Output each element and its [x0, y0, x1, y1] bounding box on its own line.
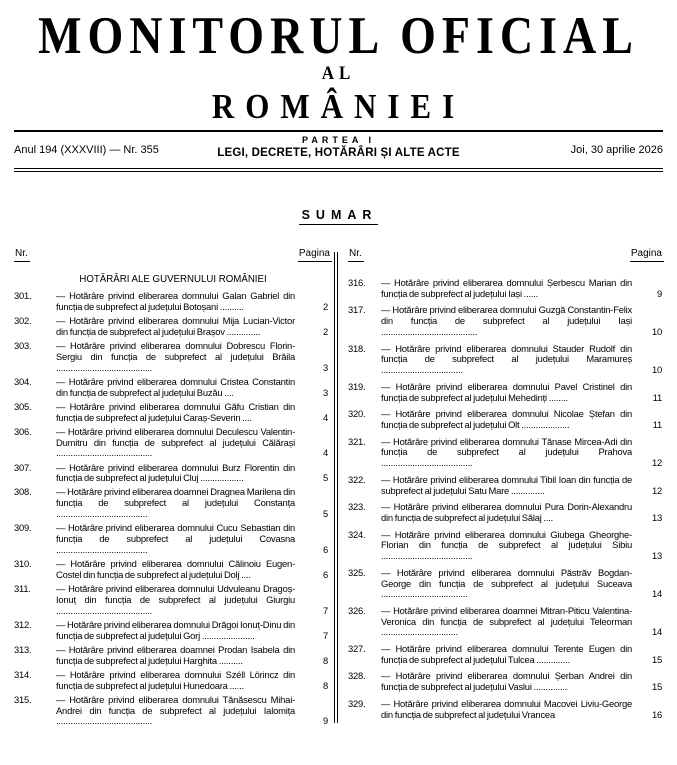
- toc-entry: [14, 559, 332, 581]
- entry-number: 326.: [348, 604, 366, 616]
- entry-page: 5: [322, 472, 328, 484]
- entry-text: — Hotărâre privind eliberarea domnului Păstrăv Bogdan-George din funcția de subprefect al județului Suceava ....................................: [381, 566, 632, 600]
- entry-text: — Hotărâre privind eliberarea domnului Găfu Cristian din funcția de subprefect al județului Caraș-Severin ....: [56, 400, 295, 423]
- toc-entry: [14, 584, 332, 616]
- entry-number: 301.: [14, 290, 32, 301]
- entry-text: — Hotărâre privind eliberarea domnului Stauder Rudolf din funcția de subprefect al județului Maramureș ..................................: [381, 342, 632, 376]
- toc-entry: [14, 487, 332, 519]
- issue-number: Anul 194 (XXXVIII) — Nr. 355: [14, 144, 159, 156]
- entry-page: 11: [652, 418, 662, 430]
- entry-number: 320.: [348, 408, 366, 420]
- entry-page: 3: [322, 386, 328, 398]
- entry-page: 16: [651, 708, 662, 720]
- toc-entry: [14, 316, 332, 338]
- entries-left: [14, 291, 332, 727]
- entry-text: — Hotărâre privind eliberarea domnului Pura Dorin-Alexandru din funcția de subprefect al județului Sălaj ....: [381, 501, 632, 523]
- entry-number: 328.: [348, 670, 366, 682]
- entry-number: 307.: [14, 461, 32, 473]
- entry-page: 12: [651, 457, 662, 469]
- entry-text: — Hotărâre privind eliberarea domnului Tibil Ioan din funcția de subprefect al județului Satu Mare ..............: [381, 473, 632, 496]
- toc-entry: [14, 695, 332, 727]
- entry-number: 323.: [348, 501, 366, 513]
- toc-entry: [348, 530, 664, 562]
- entry-text: — Hotărâre privind eliberarea domnului Giubega Gheorghe-Florian din funcția de subprefect al județului Sibiu ......................................: [381, 528, 632, 562]
- toc-entry: [14, 463, 332, 485]
- toc-entry: [348, 437, 664, 469]
- toc-entry: [14, 645, 332, 667]
- entry-page: 8: [322, 679, 328, 691]
- top-rule: [14, 130, 663, 132]
- toc-entry: [348, 305, 664, 337]
- column-header-right: [348, 248, 664, 262]
- toc-entry: [348, 344, 664, 376]
- entry-text: — Hotărâre privind eliberarea domnului Terente Eugen din funcția de subprefect al județului Tulcea ..............: [381, 643, 632, 665]
- toc-entry: [348, 606, 664, 638]
- toc-entry: [14, 341, 332, 373]
- toc-entry: [348, 409, 664, 431]
- entry-number: 305.: [14, 400, 32, 412]
- toc-entry: [14, 670, 332, 692]
- entry-text: — Hotărâre privind eliberarea domnului Tănase Mircea-Adi din funcția de subprefect al județului Prahova ......................................: [381, 435, 632, 469]
- entry-page: 15: [651, 681, 662, 693]
- entry-number: 303.: [14, 339, 32, 351]
- part-subject: LEGI, DECRETE, HOTĂRÂRI ȘI ALTE ACTE: [217, 147, 460, 160]
- entry-text: — Hotărâre privind eliberarea domnului Șerbescu Marian din funcția de subprefect al județului Iași ......: [381, 277, 632, 299]
- entry-page: 9: [656, 287, 662, 299]
- entry-page: 4: [322, 447, 328, 459]
- entry-page: 4: [322, 411, 328, 423]
- entry-page: 2: [322, 300, 328, 312]
- entry-number: 310.: [14, 558, 32, 570]
- entry-text: — Hotărâre privind eliberarea domnului Cucu Sebastian din funcția de subprefect al județului Covasna ......................................: [56, 522, 295, 555]
- entry-text: — Hotărâre privind eliberarea domnului Széll Lörincz din funcția de subprefect al județului Hunedoara ......: [56, 668, 295, 691]
- entry-page: 13: [651, 550, 662, 562]
- entry-number: 313.: [14, 643, 32, 655]
- entry-page: 10: [651, 364, 662, 376]
- entry-text: — Hotărâre privind eliberarea domnului Șerban Andrei din funcția de subprefect al județului Vaslui ..............: [381, 670, 632, 693]
- entry-page: 7: [322, 629, 328, 641]
- entry-text: — Hotărâre privind eliberarea doamnei Mitran-Piticu Valentina-Veronica din funcția de subprefect al județului Teleorman ................................: [381, 604, 632, 638]
- entry-number: 309.: [14, 522, 32, 534]
- entry-number: 324.: [348, 528, 366, 540]
- entry-number: 329.: [348, 697, 366, 709]
- entry-page: 13: [651, 511, 662, 523]
- entry-page: 3: [322, 361, 328, 373]
- entry-number: 308.: [14, 486, 32, 498]
- entry-text: — Hotărâre privind eliberarea domnului Macovei Liviu-George din funcția de subprefect al județului Vrancea: [381, 697, 632, 720]
- entry-text: — Hotărâre privind eliberarea doamnei Dragnea Marilena din funcția de subprefect al județului Constanța ......................................: [56, 486, 295, 520]
- entry-text: — Hotărâre privind eliberarea domnului Guzgă Constantin-Felix din funcția de subprefect al județului Iași ........................................: [381, 304, 632, 337]
- column-divider: [334, 252, 338, 723]
- entries-right: [348, 278, 664, 720]
- toc-entry: [348, 502, 664, 524]
- toc-entry: [348, 699, 664, 721]
- toc-column-left: [14, 248, 332, 731]
- toc-entry: [348, 644, 664, 666]
- entry-text: — Hotărâre privind eliberarea domnului Udvuleanu Dragoș-Ionuț din funcția de subprefect al județului Giurgiu ........................................: [56, 583, 295, 616]
- entry-text: — Hotărâre privind eliberarea domnului Călinoiu Eugen-Costel din funcția de subprefect al județului Dolj ....: [56, 558, 295, 580]
- entry-number: 315.: [14, 693, 32, 705]
- masthead-connector: AL: [321, 62, 356, 84]
- entry-number: 318.: [348, 342, 366, 354]
- entry-number: 304.: [14, 375, 32, 387]
- entry-number: 319.: [348, 380, 366, 392]
- entry-number: 316.: [348, 277, 366, 288]
- section-heading: HOTĂRÂRI ALE GUVERNULUI ROMÂNIEI: [79, 274, 267, 285]
- entry-text: — Hotărâre privind eliberarea domnului Drăgoi Ionuț-Dinu din funcția de subprefect al județului Gorj ......................: [56, 618, 295, 641]
- toc-entry: [14, 523, 332, 555]
- toc-entry: [14, 402, 332, 424]
- entry-number: 322.: [348, 473, 366, 485]
- entry-page: 11: [652, 391, 662, 403]
- entry-text: — Hotărâre privind eliberarea domnului Deculescu Valentin-Dumitru din funcția de subprefect al județului Călărași ........................................: [56, 425, 295, 459]
- issue-info-bar: [14, 133, 663, 167]
- entry-number: 317.: [348, 304, 366, 316]
- no-header: Nr.: [14, 248, 30, 262]
- double-rule: [14, 168, 663, 172]
- entry-text: — Hotărâre privind eliberarea domnului Dobrescu Florin-Sergiu din funcția de subprefect al județului Brăila ........................................: [56, 339, 295, 373]
- page-header: Pagina: [630, 248, 664, 262]
- toc-entry: [348, 382, 664, 404]
- entry-number: 321.: [348, 435, 366, 447]
- entry-number: 314.: [14, 668, 32, 680]
- masthead-subtitle: ROMÂNIEI: [211, 86, 466, 126]
- entry-text: — Hotărâre privind eliberarea domnului Tănăsescu Mihai-Andrei din funcția de subprefect al județului Ialomița ........................................: [56, 693, 295, 727]
- entry-text: — Hotărâre privind eliberarea domnului Burz Florentin din funcția de subprefect al județului Cluj ..................: [56, 461, 295, 484]
- toc-entry: [14, 377, 332, 399]
- entry-text: — Hotărâre privind eliberarea domnului Pavel Cristinel din funcția de subprefect al județului Mehedinți ........: [381, 380, 632, 403]
- entry-page: 5: [322, 508, 328, 520]
- page-header: Pagina: [298, 248, 332, 262]
- entry-text: — Hotărâre privind eliberarea domnului Mija Lucian-Victor din funcția de subprefect al județului Brașov ..............: [56, 314, 295, 337]
- masthead-title: MONITORUL OFICIAL: [38, 6, 639, 65]
- entry-number: 312.: [14, 618, 32, 630]
- entry-page: 15: [651, 653, 662, 665]
- entry-text: — Hotărâre privind eliberarea doamnei Prodan Isabela din funcția de subprefect al județului Harghita ..........: [56, 643, 295, 666]
- toc-entry: [14, 291, 332, 313]
- issue-date: Joi, 30 aprilie 2026: [570, 144, 663, 156]
- entry-text: — Hotărâre privind eliberarea domnului Cristea Constantin din funcția de subprefect al județului Buzău ....: [56, 375, 295, 398]
- entry-page: 6: [322, 543, 328, 555]
- summary-heading: SUMAR: [299, 208, 379, 225]
- entry-number: 311.: [14, 583, 31, 595]
- entry-number: 302.: [14, 314, 32, 326]
- entry-page: 10: [651, 325, 662, 337]
- entry-page: 7: [322, 604, 328, 616]
- entry-number: 306.: [14, 425, 32, 437]
- toc-entry: [348, 278, 664, 300]
- entry-page: 14: [651, 588, 662, 600]
- entry-number: 327.: [348, 643, 366, 655]
- entry-page: 12: [651, 484, 662, 496]
- summary-heading-wrap: [0, 206, 677, 225]
- entry-page: 14: [651, 626, 662, 638]
- entry-page: 2: [322, 325, 328, 337]
- entry-text: — Hotărâre privind eliberarea domnului Galan Gabriel din funcția de subprefect al județului Botoșani ..........: [56, 290, 295, 312]
- toc-entry: [14, 427, 332, 459]
- entry-number: 325.: [348, 566, 366, 578]
- column-header-left: [14, 248, 332, 262]
- entry-page: 9: [322, 715, 328, 727]
- no-header: Nr.: [348, 248, 364, 262]
- toc-entry: [348, 671, 664, 693]
- toc-entry: [348, 568, 664, 600]
- toc-entry: [14, 620, 332, 642]
- toc-column-right: [348, 248, 664, 726]
- part-label: PARTEA I: [301, 135, 375, 145]
- entry-text: — Hotărâre privind eliberarea domnului Nicolae Ștefan din funcția de subprefect al județului Olt ....................: [381, 408, 632, 430]
- entry-page: 6: [322, 568, 328, 580]
- entry-page: 8: [322, 654, 328, 666]
- toc-entry: [348, 475, 664, 497]
